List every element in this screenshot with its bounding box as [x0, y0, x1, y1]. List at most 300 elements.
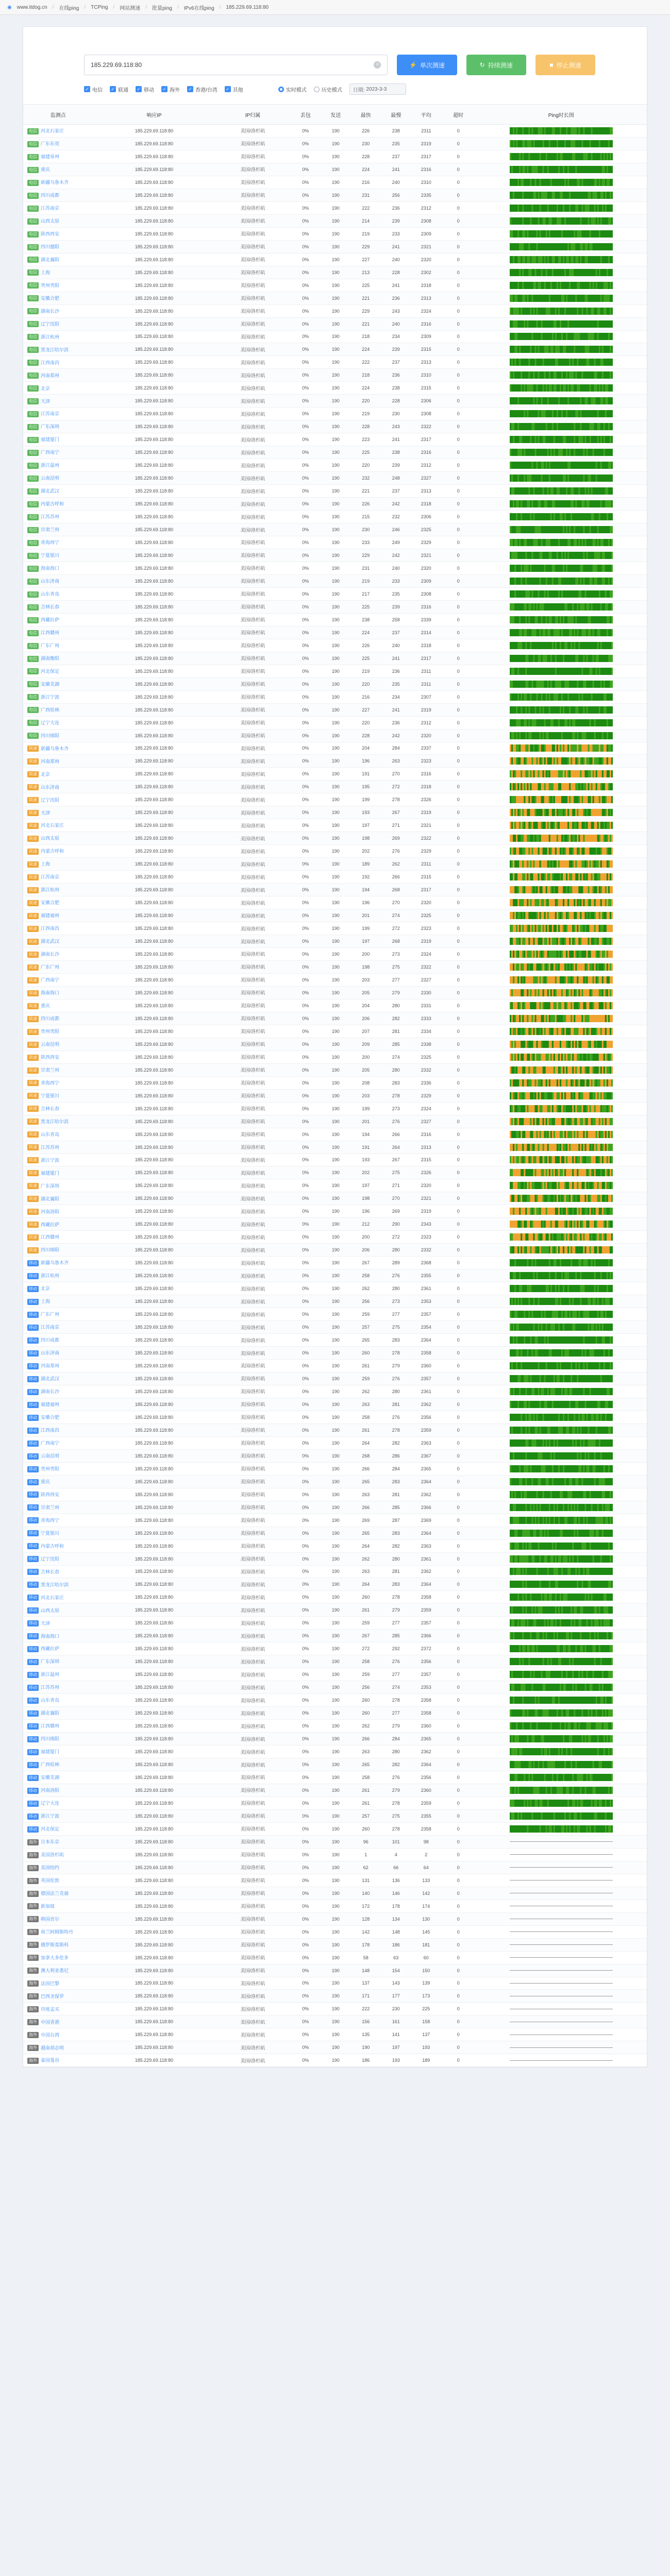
node-location[interactable]: 江西南昌 — [41, 360, 60, 365]
ping-sample — [547, 243, 548, 250]
ping-sample — [584, 243, 586, 250]
node-location[interactable]: 山东济南 — [41, 579, 60, 584]
ping-sample — [534, 423, 536, 430]
node-location[interactable]: 河南郑州 — [41, 758, 60, 764]
ip-cell — [93, 793, 215, 806]
ping-sample — [550, 744, 552, 752]
ping-sample — [607, 410, 608, 417]
node-location[interactable]: 贵州贵阳 — [41, 282, 60, 288]
ping-sample — [538, 384, 539, 392]
search-input[interactable] — [85, 55, 386, 75]
node-location[interactable]: 湖南衡阳 — [41, 655, 60, 661]
col-header-geo[interactable]: IP归属 — [215, 105, 290, 125]
ping-sample — [567, 706, 569, 714]
ping-sample — [598, 539, 600, 546]
ping-sample — [516, 282, 517, 289]
ping-sample — [547, 192, 548, 199]
ping-sample — [560, 423, 561, 430]
ping-sample — [571, 462, 572, 469]
node-location[interactable]: 黑龙江哈尔滨 — [41, 347, 69, 352]
node-location[interactable]: 上海 — [41, 269, 51, 275]
node-location[interactable]: 江苏苏州 — [41, 514, 60, 520]
node-location[interactable]: 安徽合肥 — [41, 295, 60, 301]
ping-sample — [588, 744, 589, 752]
ping-sample — [513, 783, 514, 790]
fast-value: 230 — [362, 527, 370, 533]
ping-sample — [586, 217, 588, 225]
node-location[interactable]: 辽宁大连 — [41, 720, 60, 725]
ping-sample — [549, 449, 550, 456]
ping-sample — [592, 384, 594, 392]
node-location[interactable]: 重庆 — [41, 167, 51, 173]
node-location[interactable]: 江苏南京 — [41, 411, 60, 417]
ping-sample — [607, 333, 608, 340]
col-header-sent[interactable]: 发送 — [321, 105, 351, 125]
node-location[interactable]: 湖南长沙 — [41, 308, 60, 314]
ping-sample — [525, 668, 527, 675]
ping-sample — [605, 410, 607, 417]
slow-value: 241 — [392, 166, 400, 172]
node-location[interactable]: 广东广州 — [41, 642, 60, 648]
node-location[interactable]: 新疆乌鲁木齐 — [41, 745, 69, 751]
ping-sample — [594, 500, 595, 507]
site-link[interactable]: www.itdog.cn — [16, 4, 47, 10]
ping-sample — [557, 282, 558, 289]
ip-cell — [93, 369, 215, 382]
fast-cell — [351, 703, 381, 716]
ping-sample — [577, 449, 578, 456]
slow-value: 238 — [392, 385, 400, 391]
ping-sample — [525, 166, 527, 173]
node-location[interactable]: 福建厦门 — [41, 437, 60, 443]
node-location[interactable]: 四川成都 — [41, 193, 60, 198]
ping-sample — [557, 243, 558, 250]
avg-cell — [411, 150, 442, 163]
ping-sample — [561, 423, 563, 430]
clear-icon[interactable]: × — [374, 61, 381, 69]
ping-sample — [557, 371, 558, 379]
ping-sample — [552, 552, 554, 559]
ping-sample — [605, 629, 607, 636]
ping-sample — [531, 526, 533, 533]
node-location[interactable]: 安徽芜湖 — [41, 681, 60, 687]
ip-cell — [93, 408, 215, 420]
ip-cell — [93, 137, 215, 150]
ping-sample — [569, 796, 571, 803]
ping-chart — [510, 526, 613, 533]
ping-sample — [525, 796, 527, 803]
ping-sample — [528, 166, 530, 173]
ping-sample — [541, 796, 542, 803]
geo-cell — [215, 189, 290, 201]
ping-sample — [595, 732, 597, 739]
avg-cell — [411, 742, 442, 755]
filter-overseas[interactable]: ✓ 海外 — [161, 86, 180, 93]
ping-sample — [519, 217, 521, 225]
node-location[interactable]: 广西桂林 — [41, 707, 60, 713]
ping-sample — [538, 500, 539, 507]
ping-sample — [561, 526, 563, 533]
ping-sample — [511, 757, 513, 765]
nav-link-ping[interactable]: 在线ping — [59, 5, 79, 11]
col-header-ip[interactable]: 响应IP — [93, 105, 215, 125]
ping-sample — [513, 487, 514, 495]
avg-cell — [411, 292, 442, 304]
ping-sample — [591, 269, 592, 276]
node-location[interactable]: 河北石家庄 — [41, 823, 64, 828]
ping-sample — [598, 397, 600, 404]
node-location[interactable]: 湖北襄阳 — [41, 257, 60, 262]
ping-sample — [571, 436, 572, 443]
node-location[interactable]: 四川德阳 — [41, 244, 60, 249]
fast-value: 228 — [362, 733, 370, 738]
node-location[interactable]: 新疆乌鲁木齐 — [41, 180, 69, 185]
ping-sample — [513, 668, 514, 675]
stop-test-button[interactable]: ■ 停止测速 — [535, 55, 595, 75]
ping-sample — [580, 449, 581, 456]
ping-sample — [534, 590, 536, 598]
filter-unicom[interactable]: ✓ 联通 — [110, 86, 128, 93]
ping-chart-cell — [476, 716, 647, 729]
nav-link-ipv6[interactable]: IPv6在线ping — [183, 5, 214, 11]
ping-sample — [604, 449, 605, 456]
ping-sample — [525, 127, 527, 134]
ping-sample — [521, 243, 522, 250]
ping-sample — [510, 616, 511, 623]
ping-sample — [588, 462, 589, 469]
node-location[interactable]: 河北保定 — [41, 668, 60, 674]
node-location[interactable]: 辽宁沈阳 — [41, 321, 60, 327]
node-location[interactable]: 宁夏银川 — [41, 553, 60, 558]
col-header-loss[interactable]: 丢包 — [291, 105, 321, 125]
ping-sample — [602, 269, 604, 276]
isp-tag: 电信 — [27, 424, 39, 430]
ping-sample — [584, 681, 586, 688]
avg-cell — [411, 755, 442, 768]
ping-sample — [604, 243, 605, 250]
ping-sample — [569, 410, 571, 417]
loss-value: 0% — [302, 218, 309, 224]
ping-chart — [510, 835, 613, 842]
ping-sample — [550, 590, 552, 598]
ping-sample — [549, 371, 550, 379]
ping-sample — [604, 565, 605, 572]
node-location[interactable]: 内蒙古呼和 — [41, 501, 64, 507]
continuous-test-button[interactable]: ↻ 持续测速 — [466, 55, 526, 75]
ping-sample — [577, 822, 578, 829]
nav-link-tcping[interactable]: TCPing — [91, 4, 108, 10]
node-location[interactable]: 吉林长春 — [41, 604, 60, 610]
loss-cell — [291, 446, 321, 459]
timeout-cell — [441, 253, 475, 266]
ping-sample — [600, 732, 602, 739]
ping-sample — [584, 539, 586, 546]
ping-sample — [557, 397, 558, 404]
ping-sample — [528, 770, 530, 777]
slow-value: 232 — [392, 514, 400, 520]
ping-sample — [578, 526, 580, 533]
ping-sample — [533, 796, 534, 803]
node-location[interactable]: 湖北武汉 — [41, 488, 60, 494]
col-header-node[interactable]: 监测点 — [23, 105, 93, 125]
node-location[interactable]: 江苏南京 — [41, 205, 60, 211]
ping-sample — [575, 410, 577, 417]
timeout-cell — [441, 716, 475, 729]
col-header-fast[interactable]: 最快 — [351, 105, 381, 125]
nav-link-batch[interactable]: 批量ping — [152, 5, 172, 11]
ping-sample — [571, 500, 572, 507]
filter-other[interactable]: ✓ 其他 — [225, 86, 243, 93]
ping-sample — [539, 822, 541, 829]
ping-sample — [572, 140, 574, 147]
ip-cell — [93, 690, 215, 703]
slow-value: 241 — [392, 707, 400, 713]
ping-sample — [566, 603, 567, 611]
ping-sample — [534, 179, 536, 186]
ping-sample — [554, 809, 555, 816]
ping-sample — [516, 668, 517, 675]
ping-sample — [513, 166, 514, 173]
ping-sample — [550, 359, 552, 366]
single-test-button[interactable]: ⚡ 单次测速 — [397, 55, 457, 75]
ping-sample — [608, 513, 610, 520]
ping-sample — [536, 346, 538, 353]
node-location[interactable]: 山西太原 — [41, 836, 60, 841]
ping-sample — [531, 371, 533, 379]
ping-sample — [521, 513, 522, 520]
ping-sample — [541, 140, 542, 147]
ping-sample — [561, 719, 563, 726]
ping-sample — [539, 526, 541, 533]
ping-sample — [531, 719, 533, 726]
ping-sample — [611, 179, 613, 186]
node-cell — [23, 343, 93, 356]
ping-sample — [566, 166, 567, 173]
geo-cell — [215, 781, 290, 793]
ping-sample — [600, 770, 602, 777]
ping-sample — [572, 256, 574, 263]
node-location[interactable]: 福建泉州 — [41, 154, 60, 160]
ping-sample — [531, 282, 533, 289]
ping-sample — [566, 616, 567, 623]
ping-sample — [514, 333, 516, 340]
ping-sample — [602, 436, 604, 443]
timeout-value: 0 — [457, 398, 460, 404]
ping-sample — [571, 295, 572, 302]
ping-sample — [569, 590, 571, 598]
slow-value: 237 — [392, 488, 400, 494]
ping-sample — [521, 681, 522, 688]
ping-sample — [589, 205, 591, 212]
node-location[interactable]: 辽宁沈阳 — [41, 797, 60, 803]
ping-chart-cell — [476, 613, 647, 626]
ping-sample — [527, 500, 528, 507]
node-location[interactable]: 陕西西安 — [41, 231, 60, 236]
ping-sample — [547, 205, 548, 212]
node-location[interactable]: 北京 — [41, 771, 51, 777]
ping-sample — [533, 552, 534, 559]
ping-sample — [561, 474, 563, 482]
radio-history[interactable]: 历史模式 — [314, 86, 342, 93]
ping-sample — [513, 655, 514, 662]
filter-hktw[interactable]: ✓ 香港/台湾 — [187, 86, 217, 93]
node-location[interactable]: 江西赣州 — [41, 630, 60, 635]
date-input[interactable]: 日期: 2023-3-3 — [349, 83, 406, 95]
timeout-value: 0 — [457, 321, 460, 327]
ping-sample — [558, 320, 560, 328]
ping-sample — [519, 333, 521, 340]
ping-sample — [574, 474, 575, 482]
loss-value: 0% — [302, 514, 309, 520]
ping-sample — [595, 192, 597, 199]
node-location[interactable]: 山东济南 — [41, 784, 60, 790]
nav-link-speed[interactable]: 网站测速 — [120, 5, 141, 11]
ping-sample — [561, 822, 563, 829]
ping-sample — [555, 243, 557, 250]
timeout-value: 0 — [457, 411, 460, 417]
sent-cell — [321, 549, 351, 562]
ping-sample — [605, 359, 607, 366]
ping-sample — [558, 384, 560, 392]
ping-chart-wrap — [510, 410, 613, 417]
ping-sample — [517, 616, 519, 623]
radio-realtime[interactable]: 实时模式 — [278, 86, 307, 93]
col-header-slow[interactable]: 最慢 — [381, 105, 411, 125]
ping-sample — [549, 578, 550, 585]
node-location[interactable]: 浙江杭州 — [41, 334, 60, 340]
ping-sample — [584, 809, 586, 816]
ping-sample — [539, 655, 541, 662]
ping-sample — [567, 783, 569, 790]
avg-value: 2320 — [421, 733, 431, 738]
ping-sample — [531, 153, 533, 160]
ping-sample — [567, 603, 569, 611]
ip-cell — [93, 395, 215, 408]
geo-value: 美国/洛杉矶 — [240, 193, 265, 198]
timeout-cell — [441, 176, 475, 189]
ping-sample — [536, 166, 538, 173]
node-location[interactable]: 山东青岛 — [41, 591, 60, 597]
ping-sample — [558, 796, 560, 803]
fast-cell — [351, 549, 381, 562]
ping-sample — [598, 770, 600, 777]
col-header-timeout[interactable]: 超时 — [441, 105, 475, 125]
ping-sample — [534, 578, 536, 585]
ping-sample — [538, 179, 539, 186]
node-location[interactable]: 浙江宁波 — [41, 694, 60, 700]
avg-cell — [411, 665, 442, 677]
col-header-avg[interactable]: 平均 — [411, 105, 442, 125]
ping-sample — [605, 809, 607, 816]
ping-sample — [610, 308, 611, 315]
timeout-cell — [441, 343, 475, 356]
node-location[interactable]: 四川绵阳 — [41, 733, 60, 738]
avg-cell — [411, 639, 442, 652]
node-location[interactable]: 天津 — [41, 398, 51, 404]
checkbox-checked-icon: ✓ — [84, 86, 90, 92]
ping-sample — [541, 179, 542, 186]
ping-sample — [510, 603, 511, 611]
node-location[interactable]: 海南海口 — [41, 566, 60, 571]
ping-sample — [584, 822, 586, 829]
ping-sample — [525, 243, 527, 250]
ping-sample — [530, 732, 531, 739]
ping-sample — [558, 371, 560, 379]
ping-sample — [513, 230, 514, 238]
node-location[interactable]: 北京 — [41, 385, 51, 391]
ping-sample — [511, 436, 513, 443]
node-location[interactable]: 山西太原 — [41, 218, 60, 224]
avg-cell — [411, 781, 442, 793]
ping-sample — [530, 308, 531, 315]
filter-mobile[interactable]: ✓ 移动 — [136, 86, 154, 93]
ping-sample — [522, 230, 524, 238]
ping-sample — [608, 757, 610, 765]
node-location[interactable]: 天津 — [41, 810, 51, 816]
ping-sample — [514, 770, 516, 777]
slow-value: 249 — [392, 539, 400, 545]
ping-sample — [530, 217, 531, 225]
ping-sample — [547, 539, 548, 546]
ping-sample — [569, 526, 571, 533]
ping-sample — [533, 205, 534, 212]
node-location[interactable]: 广西南宁 — [41, 450, 60, 455]
ping-sample — [598, 552, 600, 559]
ping-sample — [524, 796, 525, 803]
ping-sample — [592, 474, 594, 482]
ping-sample — [516, 629, 517, 636]
ping-sample — [513, 719, 514, 726]
ping-sample — [517, 243, 519, 250]
node-cell — [23, 433, 93, 446]
geo-value: 美国/洛杉矶 — [240, 231, 265, 237]
ping-sample — [563, 693, 564, 701]
node-location[interactable]: 云南昆明 — [41, 476, 60, 481]
node-location[interactable]: 广东深圳 — [41, 424, 60, 430]
loss-value: 0% — [302, 128, 309, 133]
node-location[interactable]: 青海西宁 — [41, 540, 60, 546]
ping-sample — [575, 384, 577, 392]
node-location[interactable]: 河北石家庄 — [41, 128, 64, 134]
node-location[interactable]: 甘肃兰州 — [41, 527, 60, 533]
ping-sample — [563, 153, 564, 160]
ping-sample — [549, 487, 550, 495]
ping-sample — [536, 590, 538, 598]
ping-sample — [522, 384, 524, 392]
ping-sample — [510, 590, 511, 598]
avg-cell — [411, 690, 442, 703]
ping-sample — [572, 153, 574, 160]
ping-sample — [513, 822, 514, 829]
ping-sample — [517, 719, 519, 726]
ping-sample — [581, 320, 583, 328]
node-location[interactable]: 广东东莞 — [41, 141, 60, 147]
ping-sample — [610, 449, 611, 456]
ping-sample — [598, 308, 600, 315]
node-location[interactable]: 浙江温州 — [41, 463, 60, 468]
ping-sample — [530, 140, 531, 147]
ping-sample — [545, 526, 547, 533]
ping-sample — [519, 423, 521, 430]
ping-chart-wrap — [510, 397, 613, 404]
ping-sample — [588, 140, 589, 147]
ping-sample — [528, 539, 530, 546]
node-location[interactable]: 西藏拉萨 — [41, 617, 60, 622]
filter-telecom[interactable]: ✓ 电信 — [84, 86, 103, 93]
node-location[interactable]: 河南郑州 — [41, 372, 60, 378]
current-host: 185.229.69.118:80 — [226, 4, 269, 10]
geo-value: 美国/洛杉矶 — [240, 617, 265, 623]
